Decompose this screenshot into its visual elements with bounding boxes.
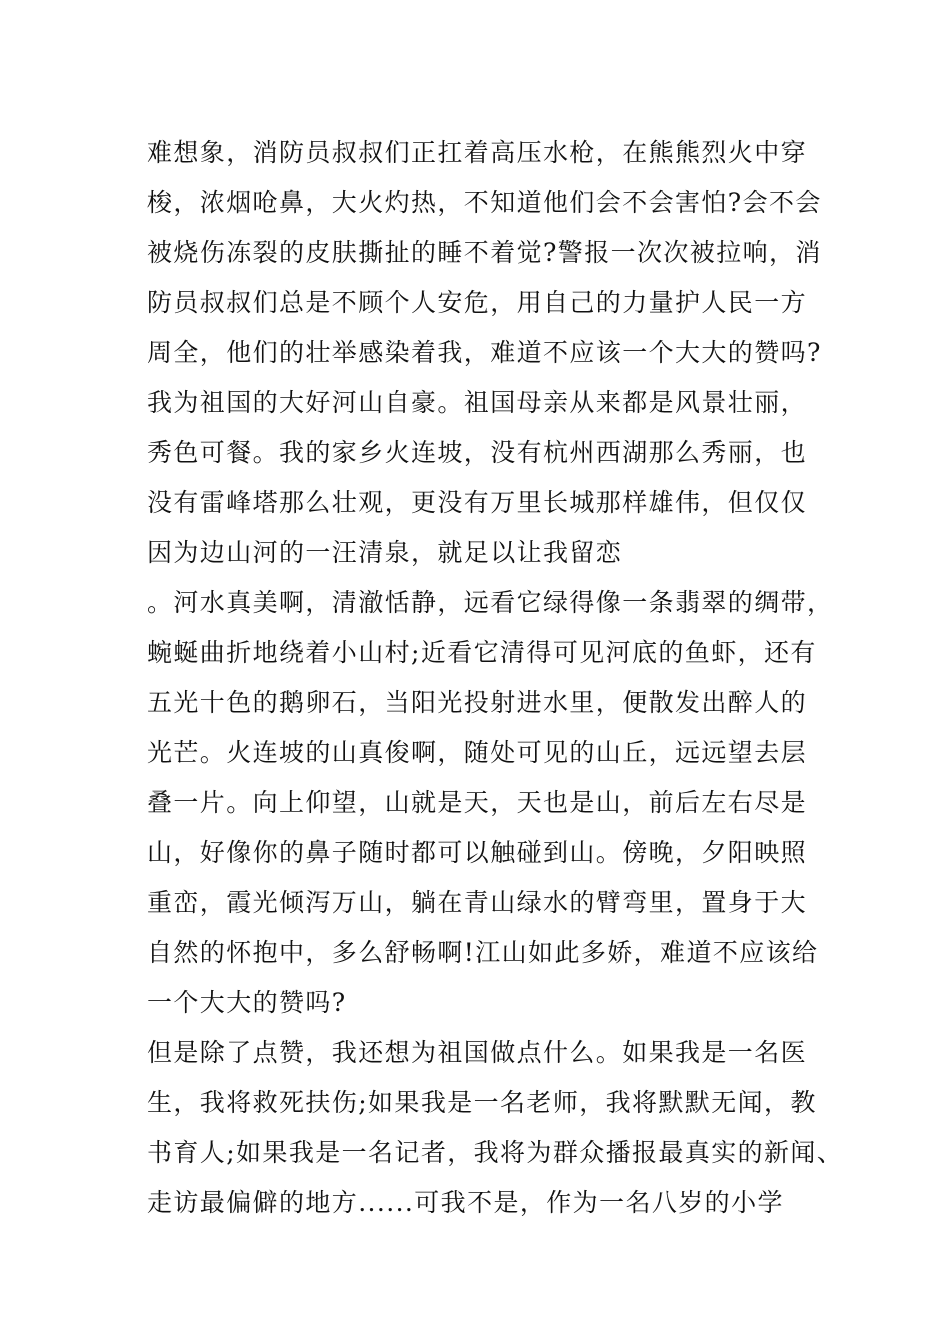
- text-line: 自然的怀抱中，多么舒畅啊!江山如此多娇，难道不应该给: [147, 938, 819, 967]
- text-line: 五光十色的鹅卵石，当阳光投射进水里，便散发出醉人的: [147, 688, 808, 717]
- text-line: 蜿蜒曲折地绕着小山村;近看它清得可见河底的鱼虾，还有: [147, 638, 817, 667]
- text-line: 梭，浓烟呛鼻，大火灼热，不知道他们会不会害怕?会不会: [147, 188, 822, 217]
- text-line: 重峦，霞光倾泻万山，躺在青山绿水的臂弯里，置身于大: [147, 888, 808, 917]
- text-line: 山，好像你的鼻子随时都可以触碰到山。傍晚，夕阳映照: [147, 838, 808, 867]
- text-line: 我为祖国的大好河山自豪。祖国母亲从来都是风景壮丽，: [147, 388, 808, 417]
- text-line: 。河水真美啊，清澈恬静，远看它绿得像一条翡翠的绸带，: [147, 588, 834, 617]
- text-line: 叠一片。向上仰望，山就是天，天也是山，前后左右尽是: [147, 788, 808, 817]
- text-line: 走访最偏僻的地方......可我不是，作为一名八岁的小学: [147, 1188, 784, 1217]
- essay-text: [147, 128, 844, 1228]
- text-line: 被烧伤冻裂的皮肤撕扯的睡不着觉?警报一次次被拉响，消: [147, 238, 822, 267]
- text-line: 但是除了点赞，我还想为祖国做点什么。如果我是一名医: [147, 1038, 808, 1067]
- text-line: 防员叔叔们总是不顾个人安危，用自己的力量护人民一方: [147, 288, 808, 317]
- text-line: 生，我将救死扶伤;如果我是一名老师，我将默默无闻，教: [147, 1088, 817, 1117]
- text-line: 没有雷峰塔那么壮观，更没有万里长城那样雄伟，但仅仅: [147, 488, 808, 517]
- text-line: 难想象，消防员叔叔们正扛着高压水枪，在熊熊烈火中穿: [147, 138, 808, 167]
- text-line: 因为边山河的一汪清泉，就足以让我留恋: [147, 538, 623, 567]
- text-line: 光芒。火连坡的山真俊啊，随处可见的山丘，远远望去层: [147, 738, 808, 767]
- text-line: 周全，他们的壮举感染着我，难道不应该一个大大的赞吗?: [147, 338, 822, 367]
- text-line: 书育人;如果我是一名记者，我将为群众播报最真实的新闻、: [147, 1138, 844, 1167]
- text-line: 一个大大的赞吗?: [147, 988, 347, 1017]
- text-line: 秀色可餐。我的家乡火连坡，没有杭州西湖那么秀丽，也: [147, 438, 808, 467]
